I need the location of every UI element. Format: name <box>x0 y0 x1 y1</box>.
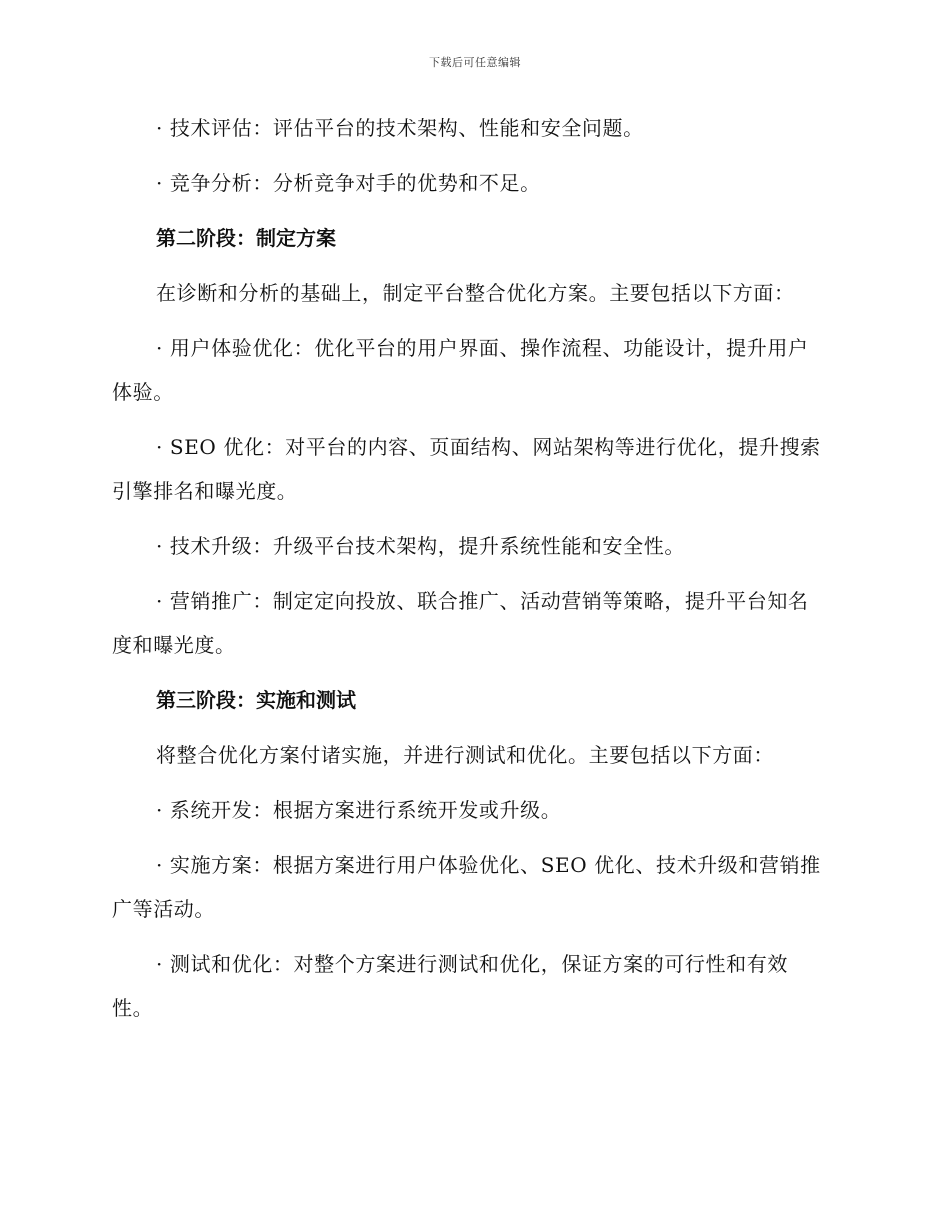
heading-stage-three: 第三阶段：实施和测试 <box>156 688 356 712</box>
paragraph-seo-optimization: · SEO 优化：对平台的内容、页面结构、网站架构等进行优化，提升搜索引擎排名和曝光度。 <box>112 435 821 503</box>
paragraph-competition-analysis: · 竞争分析：分析竞争对手的优势和不足。 <box>156 171 541 195</box>
heading-stage-two: 第二阶段：制定方案 <box>156 226 336 250</box>
paragraph-tech-assessment: · 技术评估：评估平台的技术架构、性能和安全问题。 <box>156 116 644 140</box>
document-body <box>112 106 824 1041</box>
paragraph-stage-two-intro: 在诊断和分析的基础上，制定平台整合优化方案。主要包括以下方面： <box>156 281 795 305</box>
paragraph-stage-three-intro: 将整合优化方案付诸实施，并进行测试和优化。主要包括以下方面： <box>156 743 774 767</box>
paragraph-tech-upgrade: · 技术升级：升级平台技术架构，提升系统性能和安全性。 <box>156 534 685 558</box>
paragraph-implementation: · 实施方案：根据方案进行用户体验优化、SEO 优化、技术升级和营销推广等活动。 <box>112 853 821 921</box>
header-note: 下载后可任意编辑 <box>429 56 521 69</box>
paragraph-system-development: · 系统开发：根据方案进行系统开发或升级。 <box>156 798 562 822</box>
paragraph-ux-optimization: · 用户体验优化：优化平台的用户界面、操作流程、功能设计，提升用户体验。 <box>112 336 809 404</box>
paragraph-marketing: · 营销推广：制定定向投放、联合推广、活动营销等策略，提升平台知名度和曝光度。 <box>112 589 809 657</box>
paragraph-testing: · 测试和优化：对整个方案进行测试和优化，保证方案的可行性和有效性。 <box>112 952 788 1020</box>
